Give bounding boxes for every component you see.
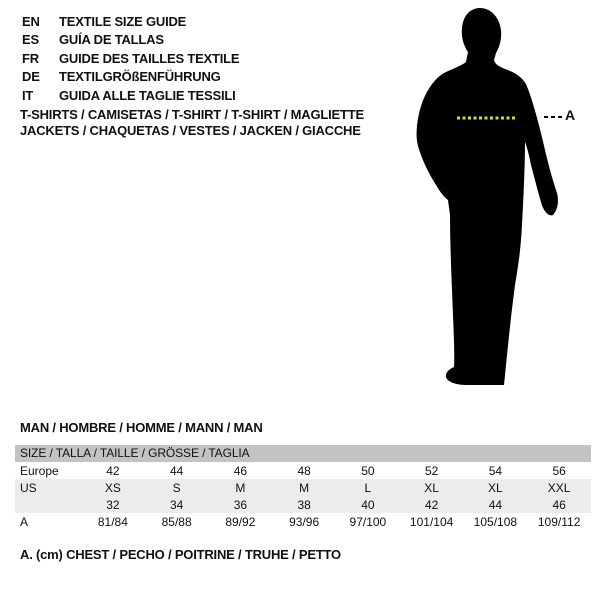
language-code: ES [22,32,39,48]
measure-label-a: A [565,107,576,123]
size-table-header: SIZE / TALLA / TAILLE / GRÖSSE / TAGLIA [15,445,591,462]
man-silhouette-shape [417,8,558,385]
table-cell: 42 [106,463,120,478]
table-row-us [15,479,591,496]
table-cell: M [235,480,246,495]
table-cell: 42 [424,497,439,512]
table-cell: 109/112 [537,514,581,529]
language-label: GUIDE DES TAILLES TEXTILE [59,50,240,66]
language-code: IT [22,87,34,103]
row-label: US [20,480,37,495]
language-label: TEXTILE SIZE GUIDE [59,14,187,29]
table-cell: XL [488,480,503,495]
table-cell: 36 [233,497,248,512]
table-cell: 50 [361,463,375,478]
table-row-numeric [15,496,591,513]
table-cell: 32 [106,497,120,512]
table-cell: XS [104,480,121,495]
language-code: EN [22,14,40,29]
table-cell: 46 [233,463,248,478]
table-cell: 52 [424,463,439,478]
language-code: DE [22,69,40,85]
table-cell: 54 [488,463,503,478]
table-cell: 93/96 [289,514,320,529]
table-cell: 48 [297,463,311,478]
table-cell: 34 [169,497,184,512]
table-cell: 44 [488,497,503,512]
row-label: Europe [20,463,59,478]
table-cell: M [299,480,310,495]
table-cell: 101/104 [409,514,454,529]
table-cell: 85/88 [161,514,192,529]
product-line-jackets: JACKETS / CHAQUETAS / VESTES / JACKEN / GIACCHE [20,122,361,138]
table-cell: 105/108 [473,514,518,529]
section-title-man: MAN / HOMBRE / HOMME / MANN / MAN [20,420,263,435]
language-code: FR [22,50,39,66]
table-cell: 40 [361,497,375,512]
table-cell: XXL [547,480,571,495]
language-label: GUÍA DE TALLAS [59,32,164,48]
table-cell: L [364,480,372,495]
size-table [15,445,591,530]
table-row-chest-cm [15,513,591,530]
table-cell: 89/92 [225,514,256,529]
measure-legend-footnote: A. (cm) CHEST / PECHO / POITRINE / TRUHE / PETTO [20,547,341,562]
man-silhouette-image [395,0,600,400]
table-cell: 81/84 [97,514,128,529]
table-cell: 46 [552,497,566,512]
table-cell: S [172,480,181,495]
table-cell: XL [424,480,439,495]
product-line-tshirts: T-SHIRTS / CAMISETAS / T-SHIRT / T-SHIRT / MAGLIETTE [20,107,364,122]
table-cell: 97/100 [349,514,387,529]
row-label: A [20,514,29,529]
table-row-europe [15,462,591,479]
table-cell: 44 [169,463,184,478]
language-label: GUIDA ALLE TAGLIE TESSILI [59,87,236,103]
language-label: TEXTILGRÖßENFÜHRUNG [59,69,221,85]
table-cell: 38 [297,497,311,512]
table-cell: 56 [552,463,566,478]
